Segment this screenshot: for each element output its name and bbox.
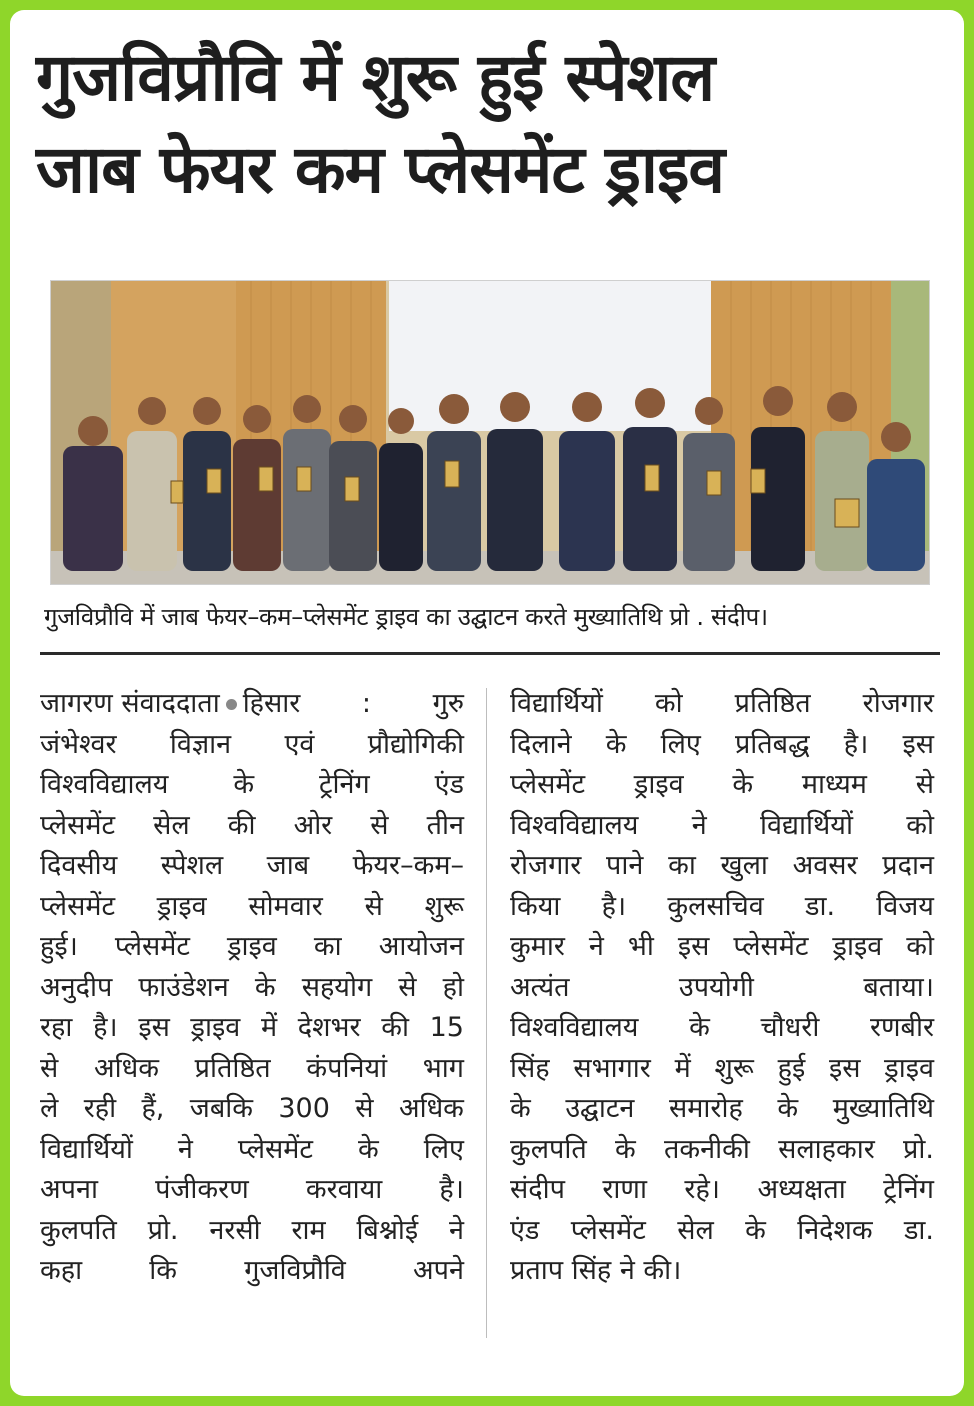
text-line: विश्वविद्यालय के चौधरी रणबीर: [510, 1012, 934, 1043]
text-line: प्रताप सिंह ने की।: [510, 1255, 682, 1286]
text-line: कुलपति प्रो. नरसी राम बिश्नोई ने: [40, 1214, 464, 1246]
text-line: के उद्घाटन समारोह के मुख्यातिथि: [510, 1093, 934, 1124]
text-line: दिवसीय स्पेशल जाब फेयर–कम–: [40, 850, 464, 881]
text-line: विद्यार्थियों ने प्लेसमेंट के लिए: [40, 1133, 464, 1165]
text-line: अत्यंत उपयोगी बताया।: [510, 971, 934, 1003]
article-column-right: [510, 684, 934, 1292]
text-line: कुलपति के तकनीकी सलाहकार प्रो.: [510, 1133, 934, 1165]
text-line: से अधिक प्रतिष्ठित कंपनियां भाग: [40, 1052, 464, 1084]
text-line: विश्वविद्यालय के ट्रेनिंग एंड: [40, 769, 464, 800]
text-line: विश्वविद्यालय ने विद्यार्थियों को: [510, 809, 934, 841]
byline-city: हिसार: [242, 688, 301, 719]
byline-reporter: जागरण संवाददाता: [40, 688, 220, 719]
headline: [36, 32, 936, 216]
text-line: प्लेसमेंट सेल की ओर से तीन: [40, 809, 464, 841]
byline-separator: :: [361, 688, 372, 719]
text-line: एंड प्लेसमेंट सेल के निदेशक डा.: [510, 1214, 934, 1246]
text-line: विद्यार्थियों को प्रतिष्ठित रोजगार: [510, 688, 934, 719]
headline-line-2: जाब फेयर कम प्लेसमेंट ड्राइव: [36, 131, 725, 208]
text-line: प्लेसमेंट ड्राइव सोमवार से शुरू: [40, 890, 464, 922]
photo-caption: गुजविप्रौवि में जाब फेयर–कम–प्लेसमेंट ड्राइव का उद्घाटन करते मुख्यातिथि प्रो . संदीप।: [44, 603, 768, 631]
bullet-icon: [226, 699, 237, 710]
byline: [40, 684, 464, 725]
text-line: सिंह सभागार में शुरू हुई इस ड्राइव: [510, 1052, 934, 1084]
text-line: जंभेश्वर विज्ञान एवं प्रौद्योगिकी: [40, 728, 464, 760]
text-line: दिलाने के लिए प्रतिबद्ध है। इस: [510, 728, 934, 760]
event-photo: [50, 280, 930, 585]
text-line: हुई। प्लेसमेंट ड्राइव का आयोजन: [40, 931, 464, 962]
text-line: किया है। कुलसचिव डा. विजय: [510, 890, 934, 922]
column-divider: [486, 688, 487, 1338]
article-column-left: [40, 684, 464, 1292]
text-line: कहा कि गुजविप्रौवि अपने: [40, 1255, 464, 1286]
newspaper-clipping: [10, 10, 964, 1396]
text-line: ले रही हैं, जबकि 300 से अधिक: [40, 1093, 464, 1124]
text-line: अपना पंजीकरण करवाया है।: [40, 1174, 464, 1205]
headline-line-1: गुजविप्रौवि में शुरू हुई स्पेशल: [36, 39, 715, 116]
divider: [40, 652, 940, 655]
text-line: रोजगार पाने का खुला अवसर प्रदान: [510, 850, 934, 881]
text-line: अनुदीप फाउंडेशन के सहयोग से हो: [40, 971, 464, 1003]
text-line: गुरु: [432, 688, 464, 719]
text-line: कुमार ने भी इस प्लेसमेंट ड्राइव को: [510, 931, 934, 962]
text-line: प्लेसमेंट ड्राइव के माध्यम से: [510, 769, 934, 800]
text-line: रहा है। इस ड्राइव में देशभर की 15: [40, 1012, 464, 1043]
text-line: संदीप राणा रहे। अध्यक्षता ट्रेनिंग: [510, 1174, 934, 1205]
